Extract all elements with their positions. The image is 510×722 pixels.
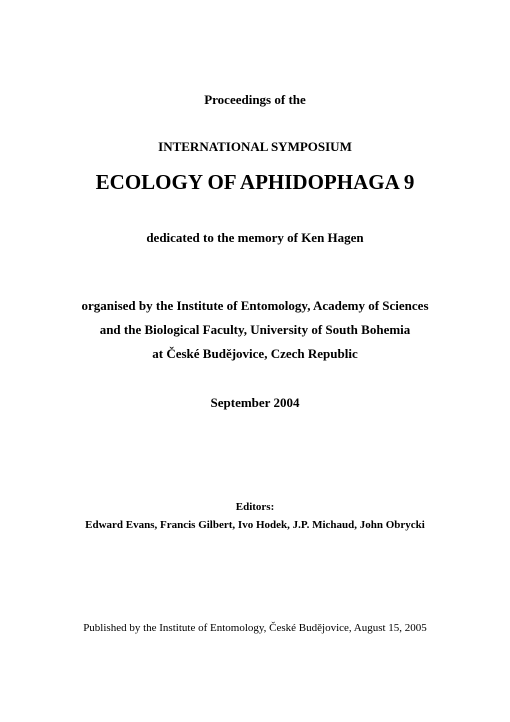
symposium-line: INTERNATIONAL SYMPOSIUM: [158, 139, 352, 154]
proceedings-line: Proceedings of the: [204, 92, 306, 107]
organiser-line-3: at České Budějovice, Czech Republic: [152, 346, 358, 361]
editors-names: Edward Evans, Francis Gilbert, Ivo Hodek, J.P. Michaud, John Obrycki: [85, 519, 425, 531]
organiser-line-1: organised by the Institute of Entomology, Academy of Sciences: [81, 298, 429, 313]
symposium-date: September 2004: [210, 395, 300, 410]
publisher-line: Published by the Institute of Entomology, České Budějovice, August 15, 2005: [83, 622, 427, 634]
organiser-line-2: and the Biological Faculty, University of South Bohemia: [99, 322, 411, 337]
dedication-line: dedicated to the memory of Ken Hagen: [146, 230, 364, 245]
main-title: ECOLOGY OF APHIDOPHAGA 9: [95, 170, 415, 194]
editors-label: Editors:: [235, 501, 275, 513]
